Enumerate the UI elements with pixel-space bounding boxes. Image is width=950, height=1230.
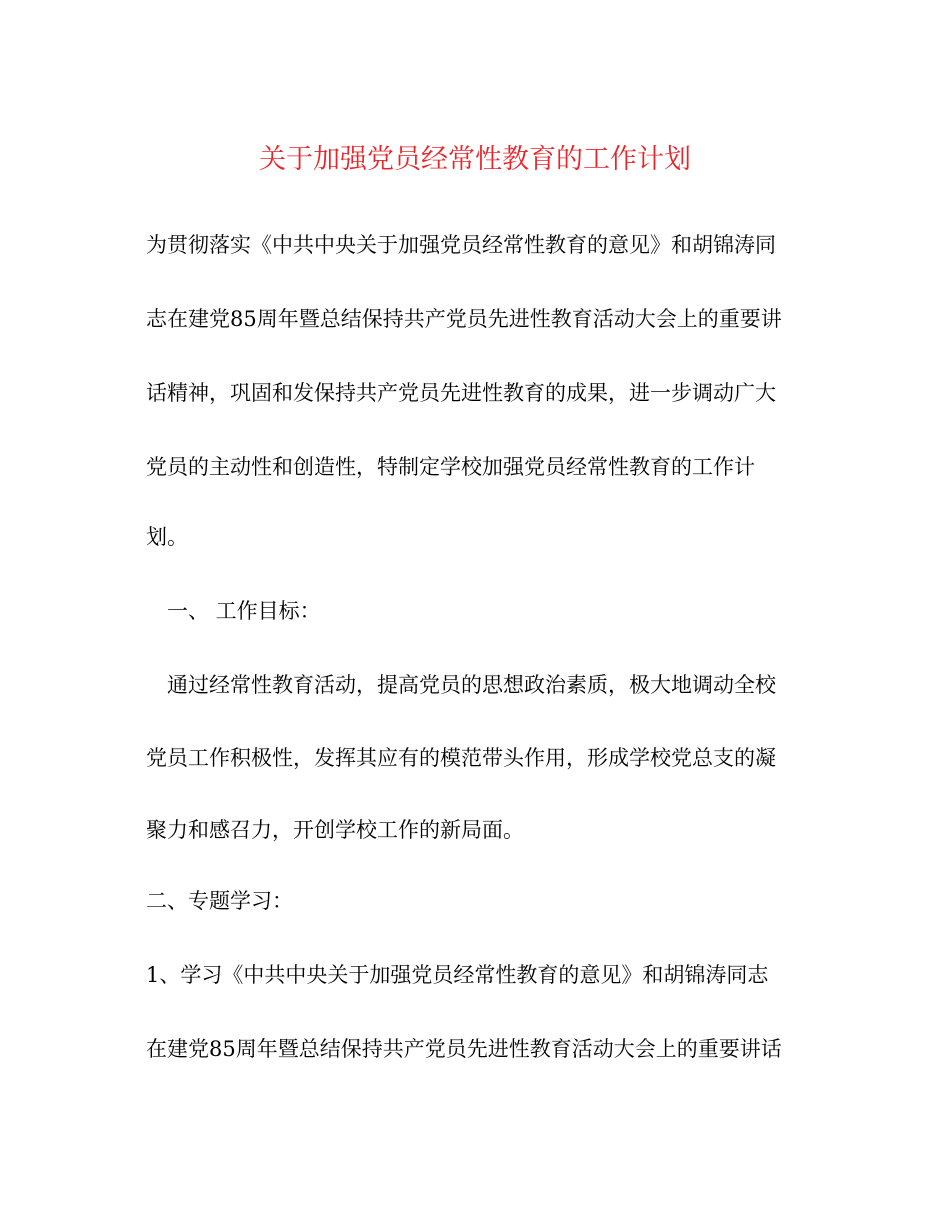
paragraph-line: 党员的主动性和创造性，特制定学校加强党员经常性教育的工作计 xyxy=(146,455,755,479)
paragraph-line: 话精神，巩固和发保持共产党员先进性教育的成果，进一步调动广大 xyxy=(146,381,776,405)
document-title: 关于加强党员经常性教育的工作计划 xyxy=(259,144,691,175)
paragraph-line: 划。 xyxy=(146,525,188,549)
section-heading: 一、 工作目标： xyxy=(146,599,321,623)
paragraph-line: 党员工作积极性，发挥其应有的模范带头作用，形成学校党总支的凝 xyxy=(146,746,776,770)
paragraph-line: 志在建党85周年暨总结保持共产党员先进性教育活动大会上的重要讲 xyxy=(146,307,782,331)
paragraph-line: 聚力和感召力，开创学校工作的新局面。 xyxy=(146,818,524,842)
paragraph-line: 通过经常性教育活动，提高党员的思想政治素质，极大地调动全校 xyxy=(146,673,776,697)
list-item-line: 1、学习《中共中央关于加强党员经常性教育的意见》和胡锦涛同志 xyxy=(146,963,769,987)
paragraph-line: 为贯彻落实《中共中央关于加强党员经常性教育的意见》和胡锦涛同 xyxy=(146,233,776,257)
section-heading: 二、专题学习： xyxy=(146,889,293,913)
list-item-line: 在建党85周年暨总结保持共产党员先进性教育活动大会上的重要讲话 xyxy=(146,1037,782,1061)
